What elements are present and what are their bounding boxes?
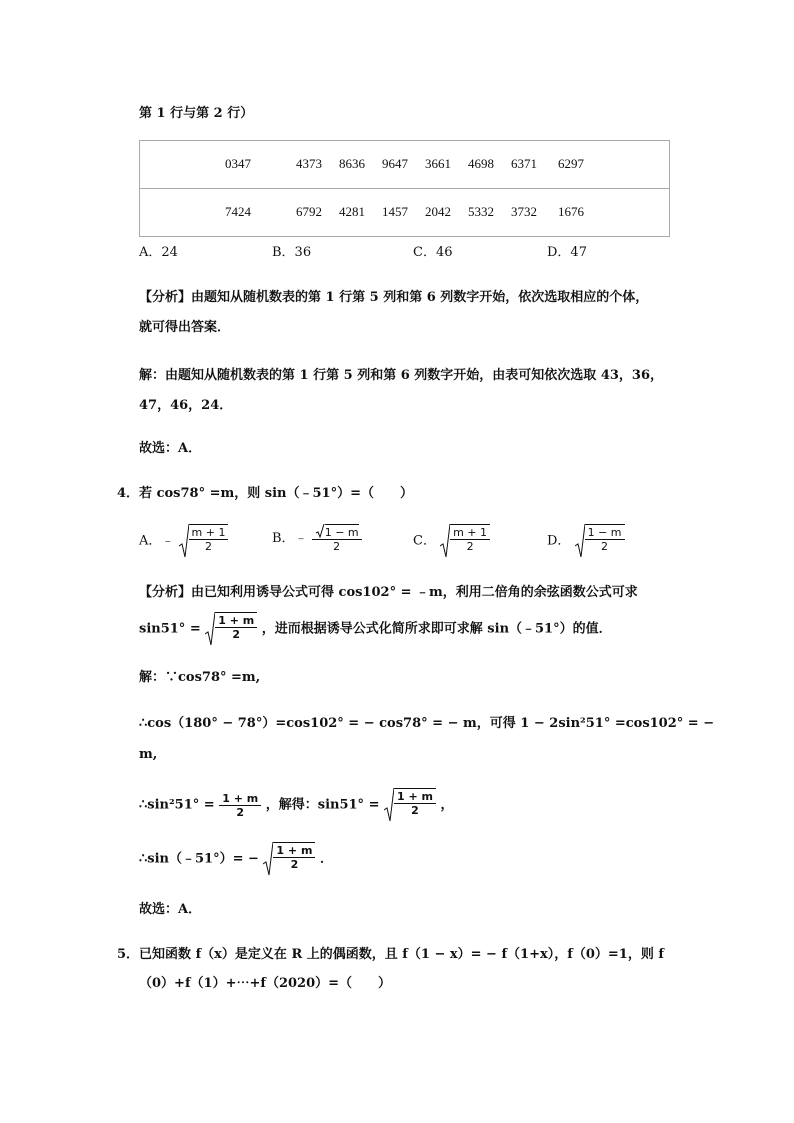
q4-answer: 故选：A． <box>139 902 202 917</box>
q3-option-d: D．47 <box>547 245 587 260</box>
sqrt-fraction: $\frac{m + 1}{2}$ <box>440 524 490 558</box>
q3-solution-line-1: 解：由题知从随机数表的第 1 行第 5 列和第 6 列数字开始，由表可知依次选取 43，36， <box>139 368 663 383</box>
q4-option-d: D． $\frac{1 - m}{2}$ <box>547 524 625 558</box>
q3-solution-line-2: 47，46，24． <box>139 398 233 413</box>
q4-option-a: A．﹣ $\frac{m + 1}{2}$ <box>139 524 228 558</box>
q4-solution-line-5: ∴sin（﹣51°）= − $\frac{1 + m}{2}$ ． <box>139 842 333 876</box>
q4-analysis-line-1: 【分析】由已知利用诱导公式可得 cos102° = ﹣m，利用二倍角的余弦函数公式可求 <box>139 585 638 600</box>
q5-stem-line-2: （0）+f（1）+⋯+f（2020）=（ ） <box>139 976 392 991</box>
table-row <box>140 189 670 237</box>
q5-stem-line-1: 5．已知函数 f（x）是定义在 R 上的偶函数，且 f（1 − x）= − f（1+x），f（0）=1，则 f <box>117 947 664 962</box>
q3-option-b: B．36 <box>272 245 312 260</box>
q4-solution-line-2: ∴cos（180° − 78°）=cos102° = − cos78° = − m，可得 1 − 2sin²51° =cos102° = − <box>139 716 715 731</box>
q4-solution-line-1: 解：∵cos78° =m, <box>139 670 261 685</box>
q4-option-c: C． $\frac{m + 1}{2}$ <box>413 524 490 558</box>
q3-analysis-line-1: 【分析】由题知从随机数表的第 1 行第 5 列和第 6 列数字开始，依次选取相应的个体， <box>139 290 649 305</box>
q4-analysis-line-2: sin51° = $\frac{1 + m}{2}$ ，进而根据诱导公式化简所求即可求解 sin（﹣51°）的值． <box>139 612 612 646</box>
sqrt-fraction: $\frac{1 - m}{2}$ <box>575 524 625 558</box>
q3-analysis-line-2: 就可得出答案． <box>139 320 231 335</box>
intro-line: 第 1 行与第 2 行） <box>139 106 254 121</box>
fraction: $\frac{1 - m}{2}$ <box>312 524 362 553</box>
table-row <box>140 141 670 189</box>
q3-option-c: C．46 <box>413 245 453 260</box>
q4-stem: 4．若 cos78° =m，则 sin（﹣51°）=（ ） <box>117 486 413 501</box>
q3-option-a: A．24 <box>139 245 178 260</box>
q4-solution-line-4: ∴sin²51° = $\frac{1 + m}{2}$ ，解得：sin51° = $\frac{1 + m}{2}$ ， <box>139 788 454 822</box>
q3-answer: 故选：A． <box>139 441 202 456</box>
sqrt-fraction: $\frac{m + 1}{2}$ <box>179 524 229 558</box>
q4-option-b: B．﹣ $\frac{1 - m}{2}$ <box>272 524 362 553</box>
q4-solution-line-3: m, <box>139 747 158 762</box>
row-1-values: 0347 4373 8636 9647 3661 4698 6371 6297 <box>225 156 584 171</box>
row-2-values: 7424 6792 4281 1457 2042 5332 3732 1676 <box>225 204 584 219</box>
random-number-table <box>139 140 670 237</box>
